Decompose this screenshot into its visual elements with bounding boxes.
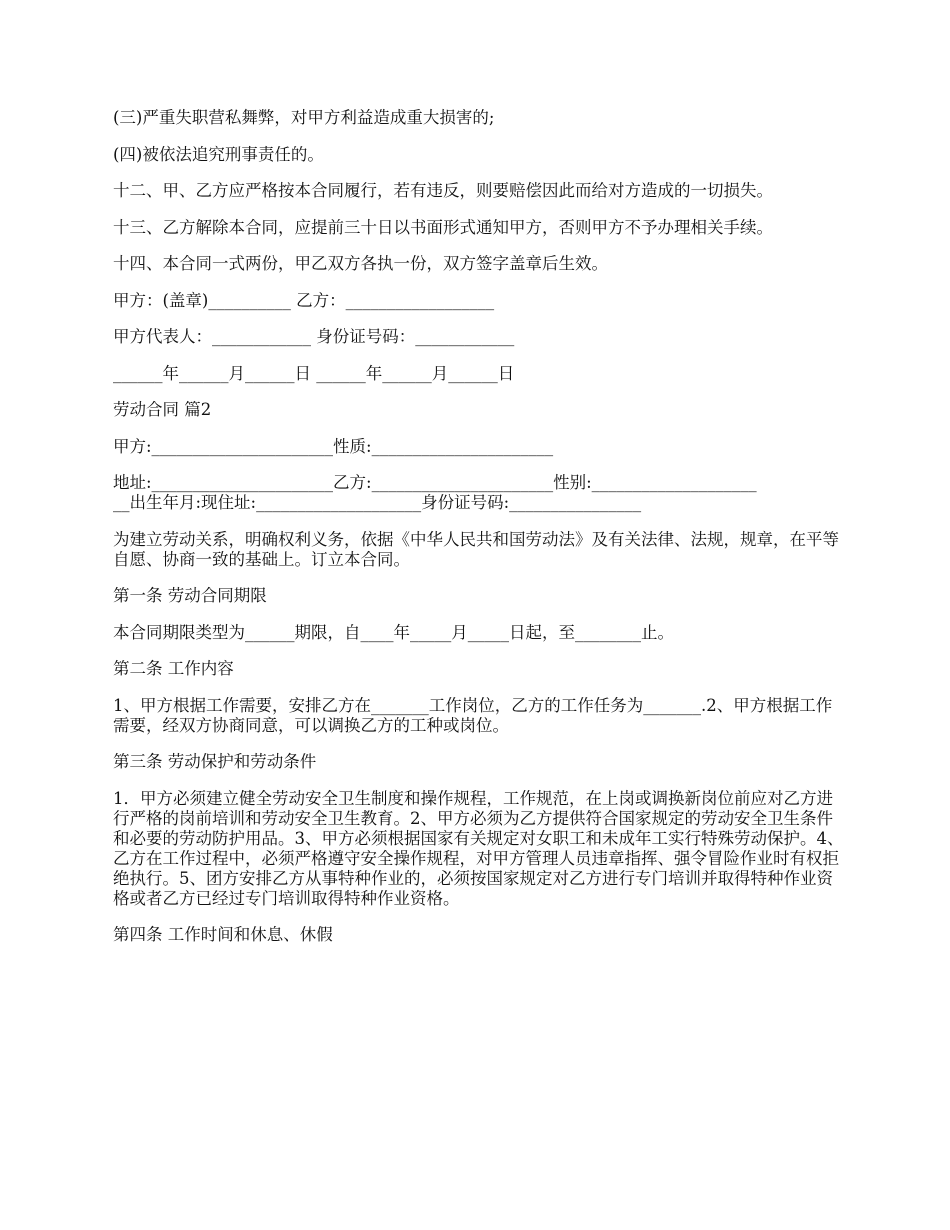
article-13: 十三、乙方解除本合同，应提前三十日以书面形式通知甲方，否则甲方不予办理相关手续。 (113, 217, 773, 237)
article-12: 十二、甲、乙方应严格按本合同履行，若有违反，则要赔偿因此而给对方造成的一切损失。 (113, 181, 773, 200)
article-1-heading: 第一条 劳动合同期限 (113, 586, 267, 605)
article-14: 十四、本合同一式两份，甲乙双方各执一份，双方签字盖章后生效。 (113, 254, 608, 273)
section-title-contract-2: 劳动合同 篇2 (113, 400, 212, 419)
preamble: 为建立劳动关系，明确权利义务，依据《中华人民共和国劳动法》及有关法律、法规，规章，在平等自愿、协商一致的基础上。订立本合同。 (113, 529, 839, 569)
article-4-heading: 第四条 工作时间和休息、休假 (113, 925, 333, 944)
signature-party-line: 甲方：(盖章)__________ 乙方：__________________ (113, 290, 495, 310)
article-3-body: 1．甲方必须建立健全劳动安全卫生制度和操作规程，工作规范，在上岗或调换新岗位前应对乙方进行严格的岗前培训和劳动安全卫生教育。2、甲方必须为乙方提供符合国家规定的劳动安全卫生条件和必要的劳动防护用品。3、甲方必须根据国家有关规定对女职工和未成年工实行特殊劳动保护。4、乙方在工作过程中，必须严格遵守安全操作规程，对甲方管理人员违章指挥、强令冒险作业时有权拒绝执行。5、团方安排乙方从事特种作业的，必须按国家规定对乙方进行专门培训并取得特种作业资格或者乙方已经过专门培训取得特种作业资格。 (113, 788, 844, 908)
clause-item-3: (三)严重失职营私舞弊，对甲方利益造成重大损害的; (113, 108, 495, 127)
signature-date-line: ______年______月______日 ______年______月______日 (113, 363, 515, 383)
article-1-body: 本合同期限类型为______期限，自____年_____月_____日起，至________止。 (113, 622, 674, 642)
document-page (113, 108, 848, 962)
address-party-b-line: 地址:______________________乙方:______________________性别:____________________ __出生年月:现住址:____________________身份证号码:________________ (113, 473, 757, 512)
article-3-heading: 第三条 劳动保护和劳动条件 (113, 752, 317, 771)
party-a-nature-line: 甲方:______________________性质:______________________ (113, 436, 554, 456)
signature-representative-line: 甲方代表人：____________ 身份证号码：____________ (113, 327, 515, 346)
article-2-body: 1、甲方根据工作需要，安排乙方在_______工作岗位，乙方的工作任务为_______.2、甲方根据工作需要，经双方协商同意，可以调换乙方的工种或岗位。 (113, 695, 833, 735)
article-2-heading: 第二条 工作内容 (113, 659, 234, 678)
clause-item-4: (四)被依法追究刑事责任的。 (113, 144, 324, 164)
